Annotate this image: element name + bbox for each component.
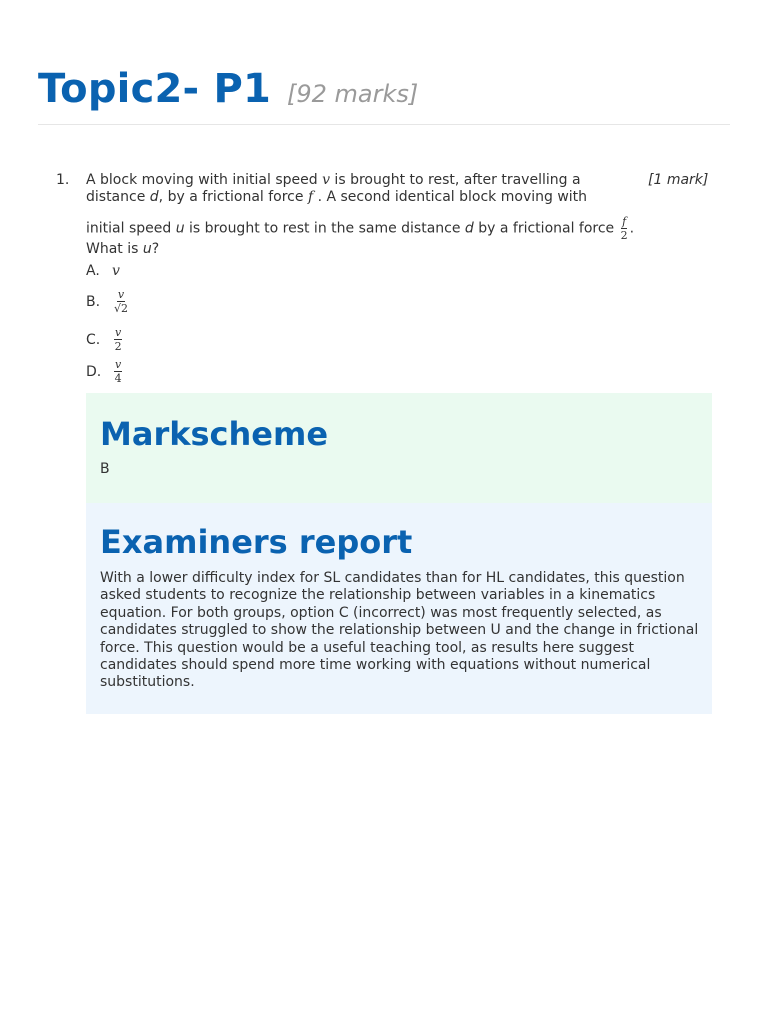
examiners-report-panel bbox=[86, 503, 712, 714]
question-number: 1. bbox=[56, 172, 70, 188]
header-divider bbox=[38, 124, 730, 125]
option-label: D. bbox=[86, 363, 102, 380]
option-label: C. bbox=[86, 331, 101, 348]
math-u: u bbox=[142, 241, 152, 257]
option-d bbox=[86, 359, 124, 384]
question-line-1: A block moving with initial speed v is brought to rest, after travelling a bbox=[86, 172, 581, 188]
math-f: f bbox=[307, 189, 314, 205]
question-line-2: distance d, by a frictional force f . A second identical block moving with bbox=[86, 189, 588, 205]
fraction-v-over-4: $\frac{v}{4}$ bbox=[114, 358, 122, 385]
page-header bbox=[38, 66, 418, 112]
fraction-v-over-2: $\frac{v}{2}$ bbox=[114, 326, 122, 353]
option-value: v bbox=[112, 263, 120, 279]
page-title: Topic2- P1 bbox=[38, 66, 272, 112]
markscheme-heading: Markscheme bbox=[100, 415, 329, 453]
question-text bbox=[86, 172, 646, 258]
question-line-4: What is u? bbox=[86, 241, 160, 257]
option-a bbox=[86, 263, 120, 279]
total-marks: [92 marks] bbox=[287, 80, 419, 108]
markscheme-answer: B bbox=[100, 461, 110, 477]
fraction-v-over-root2: $\frac{v}{√2}$ bbox=[114, 288, 129, 315]
math-d: d bbox=[464, 220, 474, 237]
math-u: u bbox=[175, 220, 185, 237]
question-line-3: initial speed u is brought to rest in the same distance d by a frictional force $\frac{f}{2}$ . bbox=[86, 215, 635, 242]
math-v: v bbox=[322, 172, 330, 188]
examiners-report-text: With a lower difficulty index for SL candidates than for HL candidates, this question asked students to recognize the relationship between variables in a kinematics equation. For both groups, option C (incorrect) was most frequently selected, as candidates struggled to show the relationship between U and the change in frictional force. This question would be a useful teaching tool, as results here suggest candidates should spend more time working with equations without numerical substitutions. bbox=[100, 570, 699, 691]
math-d: d bbox=[149, 189, 159, 205]
option-b bbox=[86, 289, 130, 314]
option-c bbox=[86, 327, 124, 352]
examiners-report-heading: Examiners report bbox=[100, 523, 413, 561]
option-label: A. bbox=[86, 263, 100, 279]
fraction-f-over-2: $\frac{f}{2}$ bbox=[620, 215, 628, 242]
markscheme-panel bbox=[86, 393, 712, 503]
question-marks: [1 mark] bbox=[648, 172, 709, 188]
option-label: B. bbox=[86, 293, 101, 310]
